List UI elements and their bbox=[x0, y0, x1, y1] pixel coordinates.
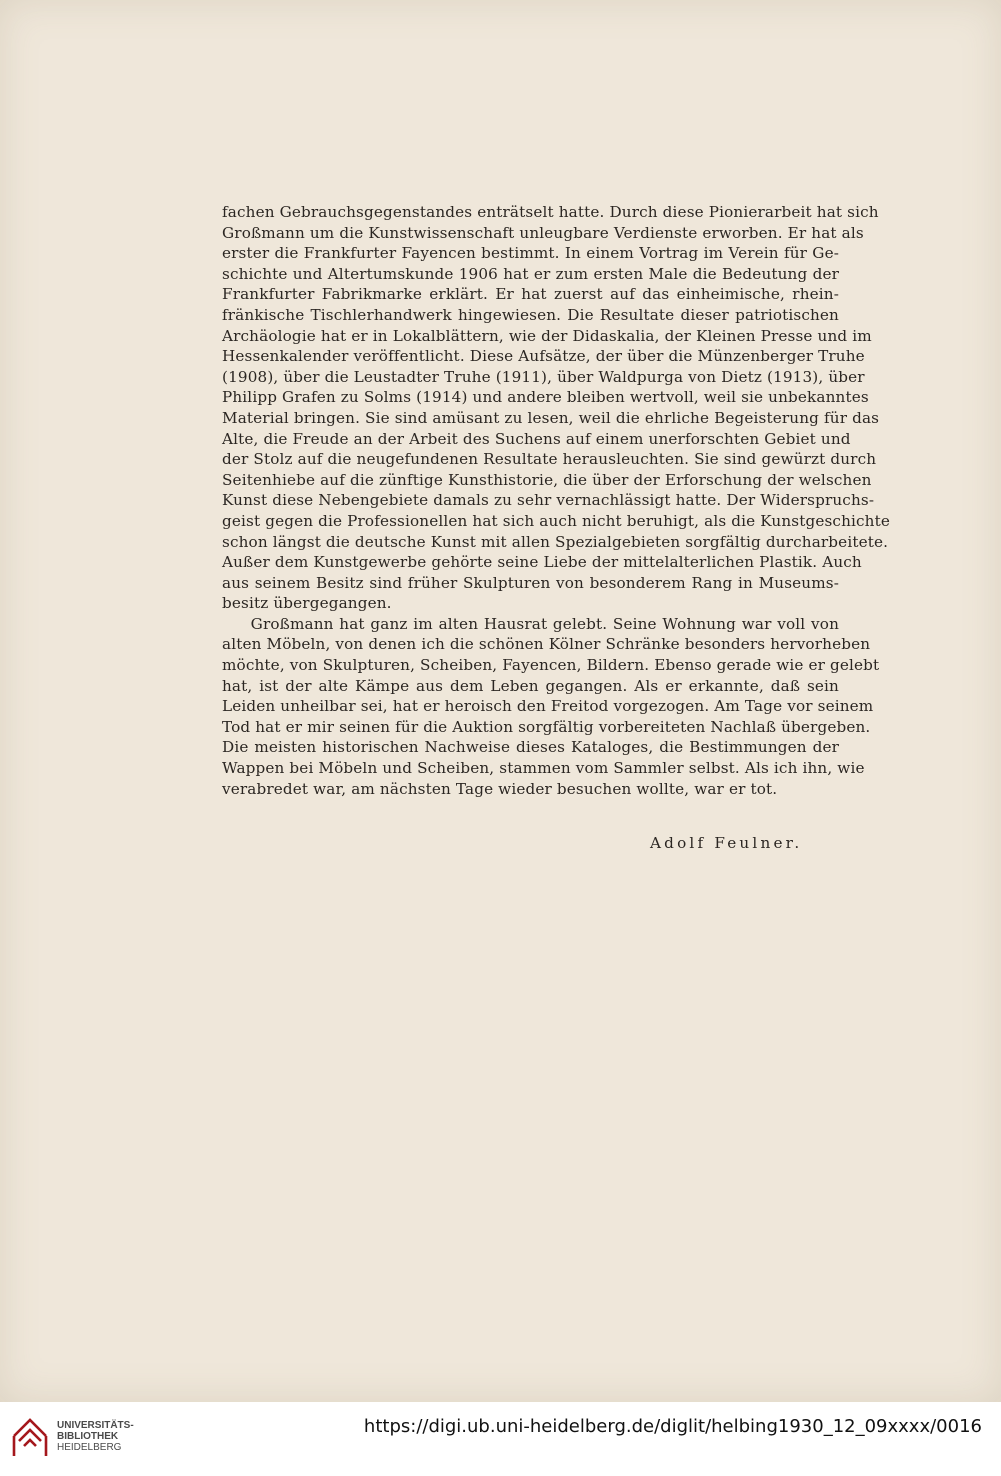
text-line: Leiden unheilbar sei, hat er heroisch den Freitod vorgezogen. Am Tage vor seinem bbox=[222, 697, 874, 716]
library-name-line: BIBLIOTHEK bbox=[57, 1431, 119, 1442]
library-name-line: HEIDELBERG bbox=[57, 1442, 122, 1453]
library-name-line: UNIVERSITÄTS- bbox=[57, 1420, 134, 1431]
author-signature: Adolf Feulner. bbox=[650, 834, 803, 852]
text-line: Philipp Grafen zu Solms (1914) und andere bleiben wertvoll, weil sie unbekanntes bbox=[222, 388, 869, 407]
text-line: Die meisten historischen Nachweise dieses Kataloges, die Bestimmungen der bbox=[222, 738, 839, 757]
text-line: geist gegen die Professionellen hat sich auch nicht beruhigt, als die Kunstgeschichte bbox=[222, 511, 891, 530]
text-line: Außer dem Kunstgewerbe gehörte seine Liebe der mittelalterlichen Plastik. Auch bbox=[222, 553, 862, 572]
text-line: Wappen bei Möbeln und Scheiben, stammen vom Sammler selbst. Als ich ihn, wie bbox=[222, 759, 865, 778]
text-line: der Stolz auf die neugefundenen Resultate herausleuchten. Sie sind gewürzt durch bbox=[222, 450, 877, 469]
text-line: Seitenhiebe auf die zünftige Kunsthistorie, die über der Erforschung der welschen bbox=[222, 470, 872, 489]
text-line: aus seinem Besitz sind früher Skulpturen von besonderem Rang in Museums- bbox=[222, 573, 839, 592]
text-line: Kunst diese Nebengebiete damals zu sehr vernachlässigt hatte. Der Widerspruchs- bbox=[222, 491, 875, 510]
text-line: Material bringen. Sie sind amüsant zu lesen, weil die ehrliche Begeisterung für das bbox=[222, 408, 880, 427]
text-line: erster die Frankfurter Fayencen bestimmt. In einem Vortrag im Verein für Ge- bbox=[222, 244, 839, 263]
text-line: Großmann hat ganz im alten Hausrat gelebt. Seine Wohnung war voll von bbox=[222, 614, 839, 633]
text-line: Tod hat er mir seinen für die Auktion sorgfältig vorbereiteten Nachlaß übergeben. bbox=[222, 717, 871, 736]
text-line: hat, ist der alte Kämpe aus dem Leben gegangen. Als er erkannte, daß sein bbox=[222, 676, 839, 695]
text-line: schichte und Altertumskunde 1906 hat er zum ersten Male die Bedeutung der bbox=[222, 264, 839, 283]
library-logo-icon bbox=[10, 1416, 50, 1460]
text-line: Großmann um die Kunstwissenschaft unleugbare Verdienste erworben. Er hat als bbox=[222, 223, 864, 242]
footer-bar bbox=[0, 1402, 1001, 1476]
text-line: Hessenkalender veröffentlicht. Diese Aufsätze, der über die Münzenberger Truhe bbox=[222, 347, 865, 366]
text-line: fachen Gebrauchsgegenstandes enträtselt hatte. Durch diese Pionierarbeit hat sich bbox=[222, 203, 879, 221]
text-line: (1908), über die Leustadter Truhe (1911), über Waldpurga von Dietz (1913), über bbox=[222, 367, 865, 386]
text-line: besitz übergegangen. bbox=[222, 594, 392, 613]
library-name bbox=[57, 1420, 134, 1453]
text-line: Alte, die Freude an der Arbeit des Suchens auf einem unerforschten Gebiet und bbox=[222, 429, 851, 448]
text-line: Archäologie hat er in Lokalblättern, wie der Didaskalia, der Kleinen Presse und im bbox=[222, 326, 872, 345]
text-line: schon längst die deutsche Kunst mit allen Spezialgebieten sorgfältig durcharbeitete. bbox=[222, 532, 889, 551]
text-line: alten Möbeln, von denen ich die schönen Kölner Schränke besonders hervorheben bbox=[222, 635, 871, 654]
text-line: Frankfurter Fabrikmarke erklärt. Er hat zuerst auf das einheimische, rhein- bbox=[222, 285, 839, 304]
text-line: möchte, von Skulpturen, Scheiben, Fayencen, Bildern. Ebenso gerade wie er gelebt bbox=[222, 656, 880, 675]
text-line: verabredet war, am nächsten Tage wieder besuchen wollte, war er tot. bbox=[222, 779, 778, 798]
body-text bbox=[222, 202, 891, 799]
source-url[interactable]: https://digi.ub.uni-heidelberg.de/diglit/helbing1930_12_09xxxx/0016 bbox=[363, 1416, 982, 1437]
text-line: fränkische Tischlerhandwerk hingewiesen. Die Resultate dieser patriotischen bbox=[222, 305, 839, 324]
